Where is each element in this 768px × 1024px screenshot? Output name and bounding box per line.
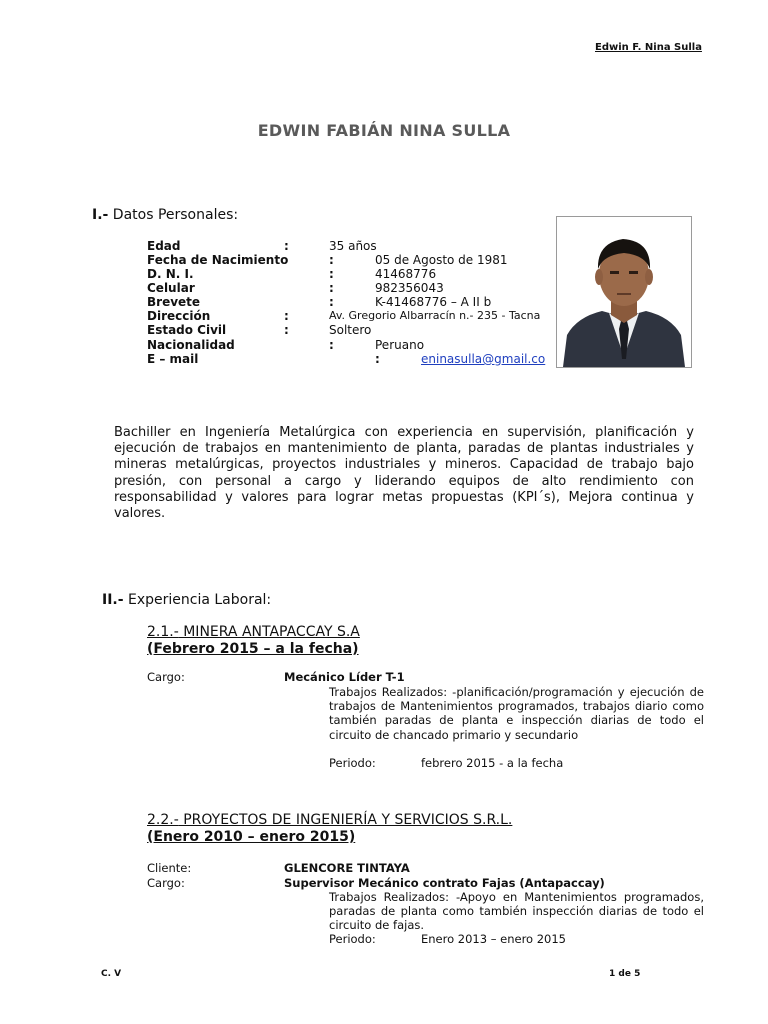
colon: :: [284, 323, 289, 337]
field-label: Nacionalidad: [147, 338, 235, 352]
footer-page-number: 1 de 5: [609, 969, 641, 979]
footer-cv-label: C. V: [101, 969, 122, 979]
section-heading-personal: [92, 207, 238, 223]
colon: :: [329, 281, 334, 295]
colon: :: [329, 267, 334, 281]
client-label: Cliente:: [147, 861, 192, 875]
field-value: 35 años: [329, 239, 377, 253]
company-name: MINERA ANTAPACCAY S.A: [178, 624, 360, 640]
section-title: Datos Personales:: [108, 207, 239, 223]
colon: :: [329, 295, 334, 309]
email-link[interactable]: eninasulla@gmail.co: [421, 352, 546, 366]
cargo-value: Supervisor Mecánico contrato Fajas (Antapaccay): [284, 876, 605, 890]
document-title: EDWIN FABIÁN NINA SULLA: [257, 121, 511, 140]
field-label: D. N. I.: [147, 267, 194, 281]
section-heading-experience: [102, 592, 271, 608]
company-name: PROYECTOS DE INGENIERÍA Y SERVICIOS S.R.L.: [178, 812, 513, 828]
colon: :: [329, 253, 334, 267]
cargo-label: Cargo:: [147, 876, 185, 890]
professional-summary: Bachiller en Ingeniería Metalúrgica con experiencia en supervisión, planificación y ejecución de trabajos en mantenimiento de planta, paradas de plantas industriales y mineras metalúrgicas, proyectos industriales y mineros. Capacidad de trabajo bajo presión, con personal a cargo y liderando equipos de alto rendimiento con responsabilidad y valores para lograr metas propuestas (KPI´s), Mejora continua y valores.: [114, 425, 694, 522]
field-label: Celular: [147, 281, 195, 295]
client-value: GLENCORE TINTAYA: [284, 861, 410, 875]
field-label: Fecha de Nacimiento: [147, 253, 289, 267]
job-description: Trabajos Realizados: -Apoyo en Mantenimientos programados, paradas de planta como también inspección diarias de todo el circuito de fajas.: [329, 890, 704, 933]
colon: :: [375, 352, 380, 366]
period-value: febrero 2015 - a la fecha: [421, 756, 564, 770]
section-number: I.-: [92, 207, 109, 223]
period-label: Periodo:: [329, 756, 376, 770]
field-value: K-41468776 – A II b: [375, 295, 492, 309]
field-label: Brevete: [147, 295, 201, 309]
field-label: Estado Civil: [147, 323, 227, 337]
field-value: Av. Gregorio Albarracín n.- 235 - Tacna: [329, 309, 541, 322]
section-title: Experiencia Laboral:: [123, 592, 272, 608]
colon: :: [329, 338, 334, 352]
colon: :: [284, 239, 289, 253]
job-dates: (Febrero 2015 – a la fecha): [147, 641, 359, 657]
field-value: Soltero: [329, 323, 372, 337]
job-company-heading: [147, 624, 360, 641]
job-period: [329, 932, 566, 946]
cargo-label: Cargo:: [147, 670, 185, 684]
profile-photo: [556, 216, 692, 368]
field-label: Edad: [147, 239, 181, 253]
job-number: 2.2.-: [147, 812, 179, 828]
field-value: 05 de Agosto de 1981: [375, 253, 508, 267]
field-label: Dirección: [147, 309, 211, 323]
job-period: [329, 756, 564, 770]
portrait-image: [557, 217, 691, 367]
field-value: 41468776: [375, 267, 437, 281]
period-value: Enero 2013 – enero 2015: [421, 932, 566, 946]
colon: :: [284, 309, 289, 323]
section-number: II.-: [102, 592, 124, 608]
running-header-name: Edwin F. Nina Sulla: [595, 42, 702, 53]
period-label: Periodo:: [329, 932, 376, 946]
job-number: 2.1.-: [147, 624, 179, 640]
job-description: Trabajos Realizados: -planificación/programación y ejecución de trabajos de Mantenimientos programados, trabajos diario como también paradas de planta e inspección diarias de todo el circuito de chancado primario y secundario: [329, 685, 704, 742]
field-value: Peruano: [375, 338, 425, 352]
job-dates: (Enero 2010 – enero 2015): [147, 829, 356, 845]
field-value: 982356043: [375, 281, 444, 295]
field-label: E – mail: [147, 352, 199, 366]
job-company-heading: [147, 812, 512, 829]
cargo-value: Mecánico Líder T-1: [284, 670, 405, 684]
